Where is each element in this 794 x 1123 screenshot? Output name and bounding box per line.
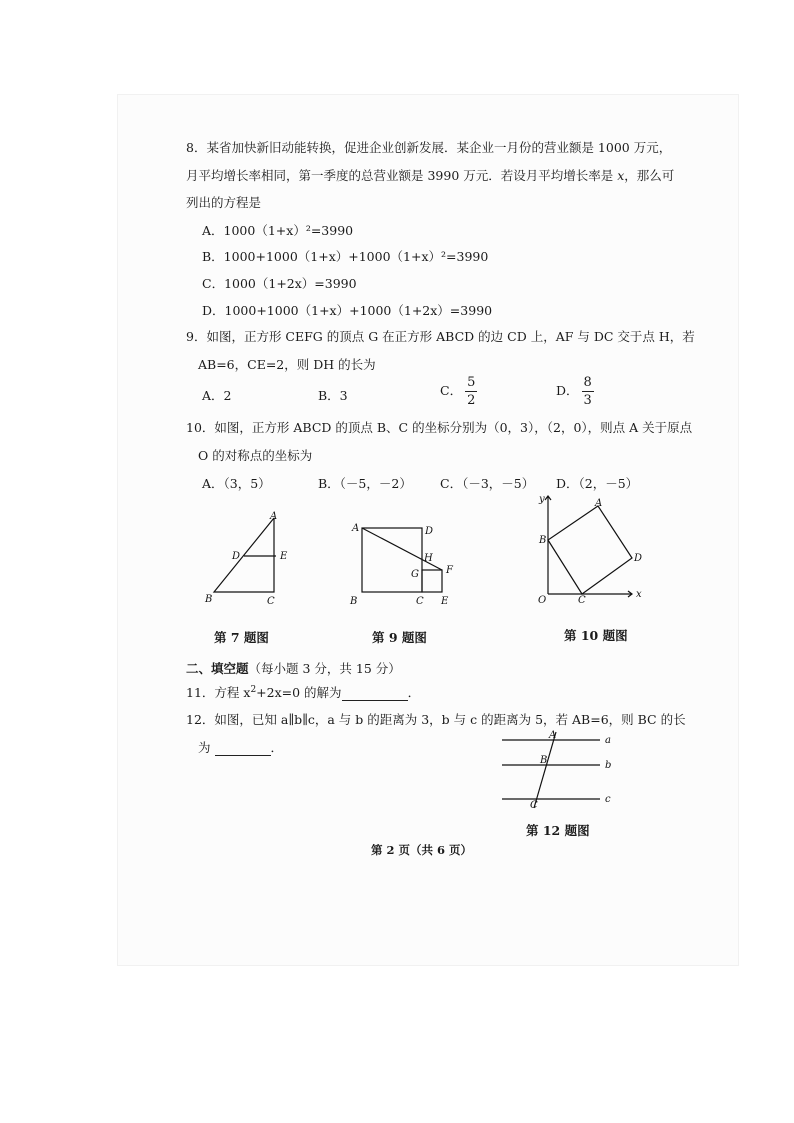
label-c: C xyxy=(267,596,275,607)
figure-12-caption: 第 12 题图 xyxy=(526,823,590,838)
q10-line2: O 的对称点的坐标为 xyxy=(198,448,313,463)
q11-end: ． xyxy=(407,685,421,700)
q8-option-c: C．1000（1+2x）=3990 xyxy=(202,276,357,291)
label-b-line: b xyxy=(605,760,612,771)
square-abcd xyxy=(548,506,632,594)
q8-option-a: A．1000（1+x）²=3990 xyxy=(202,223,354,238)
fraction-numerator: 8 xyxy=(583,375,592,390)
q9-option-d-label: D． xyxy=(556,383,579,398)
q8-option-b: B．1000+1000（1+x）+1000（1+x）²=3990 xyxy=(202,249,489,264)
label-x: x xyxy=(636,589,642,600)
q9-option-d xyxy=(556,376,594,407)
q8-line2b: ，那么可 xyxy=(624,168,675,183)
q12-end: ． xyxy=(270,740,284,755)
label-e: E xyxy=(441,596,449,607)
q11-prefix: 11．方程 x xyxy=(186,685,251,700)
q11-suffix: +2x=0 的解为 xyxy=(256,685,342,700)
figure-9 xyxy=(345,518,465,610)
label-b: B xyxy=(205,594,213,605)
label-a: A xyxy=(595,498,603,509)
figure-12 xyxy=(494,728,618,812)
q12-answer-blank[interactable] xyxy=(215,742,271,756)
figure-7 xyxy=(200,508,300,610)
q8-var: x xyxy=(617,168,625,183)
label-c: C xyxy=(578,595,586,606)
q9-line2: AB=6，CE=2，则 DH 的长为 xyxy=(198,357,376,372)
q8-line2 xyxy=(186,166,674,184)
q12-line1: 12．如图，已知 a∥b∥c，a 与 b 的距离为 3，b 与 c 的距离为 5，若 AB=6，则 BC 的长 xyxy=(186,712,686,727)
label-f: F xyxy=(446,565,453,576)
label-e: E xyxy=(280,551,288,562)
square-cefg xyxy=(422,570,442,592)
figure-10-caption: 第 10 题图 xyxy=(564,628,628,643)
q8-line1: 8．某省加快新旧动能转换，促进企业创新发展．某企业一月份的营业额是 1000 万元， xyxy=(186,140,672,155)
fraction-denominator: 3 xyxy=(583,393,592,408)
label-g: G xyxy=(411,569,419,580)
label-d: D xyxy=(232,551,241,562)
label-a-line: a xyxy=(605,735,611,746)
q10-option-d: D．（2，－5） xyxy=(556,476,639,491)
label-b: B xyxy=(350,596,358,607)
fraction-numerator: 5 xyxy=(467,375,476,390)
label-y: y xyxy=(539,494,545,505)
label-a: A xyxy=(270,511,278,522)
label-o: O xyxy=(538,595,547,606)
square-abcd xyxy=(362,528,422,592)
q10-option-a: A．（3，5） xyxy=(202,476,271,491)
q11-answer-blank[interactable] xyxy=(342,687,408,701)
label-d: D xyxy=(425,526,434,537)
q12-line2 xyxy=(198,738,283,756)
q10-line1: 10．如图，正方形 ABCD 的顶点 B、C 的坐标分别为（0，3），（2，0），则点 A 关于原点 xyxy=(186,420,693,435)
transversal xyxy=(534,732,556,808)
q9-option-d-fraction xyxy=(582,376,594,407)
section-2-heading xyxy=(186,659,401,677)
q8-option-d: D．1000+1000（1+x）+1000（1+2x）=3990 xyxy=(202,303,493,318)
label-b: B xyxy=(539,535,547,546)
q8-line2a: 月平均增长率相同，第一季度的总营业额是 3990 万元．若设月平均增长率是 xyxy=(186,168,618,183)
section-2-note: （每小题 3 分，共 15 分） xyxy=(248,661,401,676)
q9-option-b: B．3 xyxy=(318,388,348,403)
label-c: C xyxy=(416,596,424,607)
q10-option-b: B．（－5，－2） xyxy=(318,476,412,491)
q8-line3: 列出的方程是 xyxy=(186,195,262,210)
label-d: D xyxy=(634,553,643,564)
label-a: A xyxy=(352,523,360,534)
q11-superscript: 2 xyxy=(250,684,257,695)
triangle-abc xyxy=(214,518,274,592)
q9-line1: 9．如图，正方形 CEFG 的顶点 G 在正方形 ABCD 的边 CD 上，AF 与 DC 交于点 H，若 xyxy=(186,329,695,344)
q12-line2-prefix: 为 xyxy=(198,740,211,755)
page-number-footer: 第 2 页（共 6 页） xyxy=(371,843,473,857)
q10-option-c: C．（－3，－5） xyxy=(440,476,535,491)
q9-option-a: A．2 xyxy=(202,388,232,403)
q9-option-c xyxy=(440,376,477,407)
figure-10 xyxy=(528,490,648,610)
label-a-point: A xyxy=(549,730,557,741)
label-b-point: B xyxy=(540,755,548,766)
q9-option-c-label: C． xyxy=(440,383,463,398)
label-h: H xyxy=(424,553,433,564)
fraction-denominator: 2 xyxy=(467,393,476,408)
q9-option-c-fraction xyxy=(465,376,477,407)
figure-9-caption: 第 9 题图 xyxy=(372,630,427,645)
label-c-point: C xyxy=(530,800,538,811)
figure-7-caption: 第 7 题图 xyxy=(214,630,269,645)
label-c-line: c xyxy=(605,794,611,805)
section-2-title: 二、填空题 xyxy=(186,661,249,676)
q11-line xyxy=(186,683,420,701)
